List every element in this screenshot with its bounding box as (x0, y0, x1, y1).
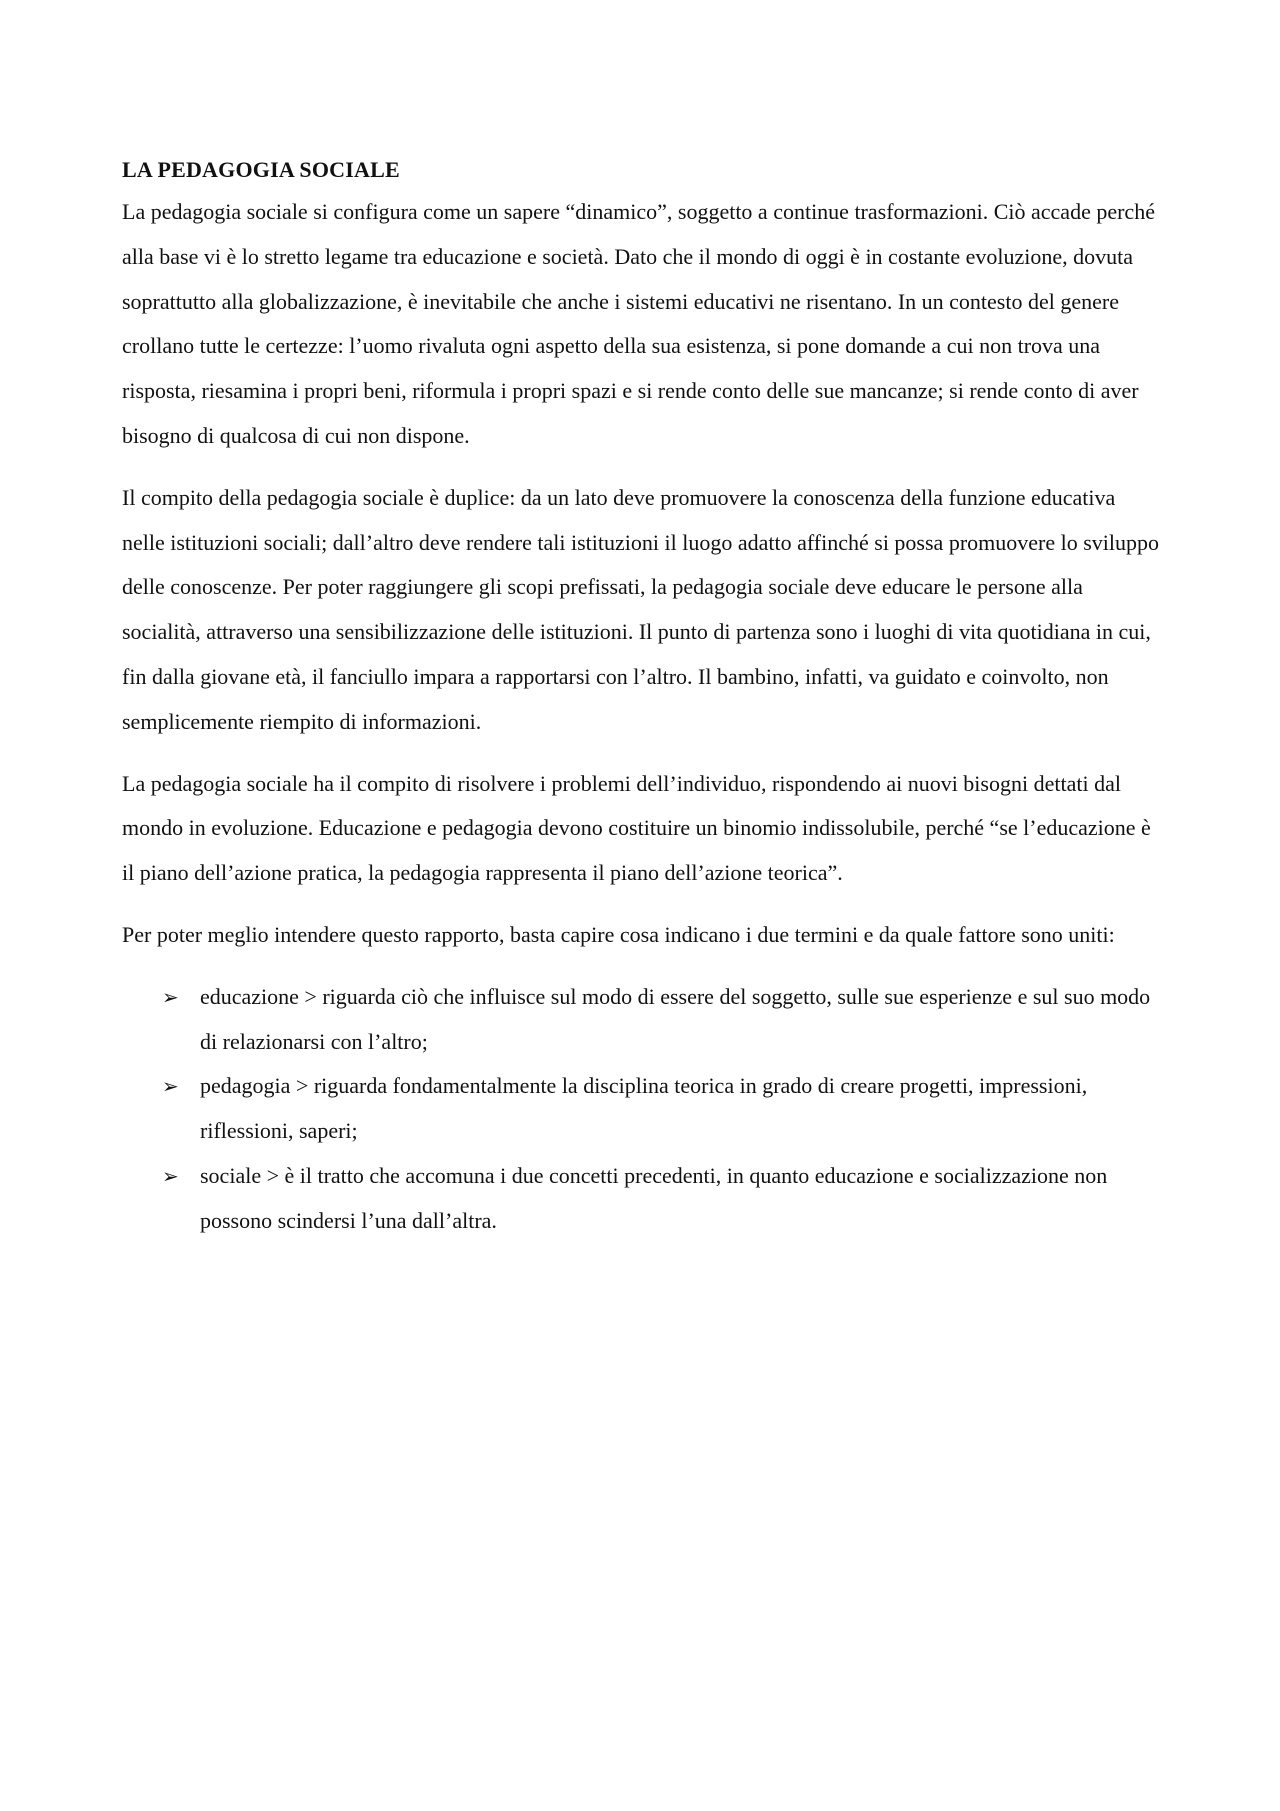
arrow-bullet-icon: ➢ (162, 984, 179, 1009)
terms-list (122, 975, 1162, 1244)
list-item-text: pedagogia > riguarda fondamentalmente la disciplina teorica in grado di creare progetti, impressioni, riflessioni, saperi; (200, 1073, 1088, 1144)
arrow-bullet-icon: ➢ (162, 1074, 179, 1099)
paragraph-1: La pedagogia sociale si configura come un sapere “dinamico”, soggetto a continue trasformazioni. Ciò accade perché alla base vi è lo stretto legame tra educazione e società. Dato che il mondo di oggi è in costante evoluzione, dovuta soprattutto alla globalizzazione, è inevitabile che anche i sistemi educativi ne risentano. In un contesto del genere crollano tutte le certezze: l’uomo rivaluta ogni aspetto della sua esistenza, si pone domande a cui non trova una risposta, riesamina i propri beni, riformula i propri spazi e si rende conto delle sue mancanze; si rende conto di aver bisogno di qualcosa di cui non dispone. (122, 199, 1155, 448)
paragraph-2: Il compito della pedagogia sociale è duplice: da un lato deve promuovere la conoscenza della funzione educativa nelle istituzioni sociali; dall’altro deve rendere tali istituzioni il luogo adatto affinché si possa promuovere lo sviluppo delle conoscenze. Per poter raggiungere gli scopi prefissati, la pedagogia sociale deve educare le persone alla socialità, attraverso una sensibilizzazione delle istituzioni. Il punto di partenza sono i luoghi di vita quotidiana in cui, fin dalla giovane età, il fanciullo impara a rapportarsi con l’altro. Il bambino, infatti, va guidato e coinvolto, non semplicemente riempito di informazioni. (122, 484, 1160, 734)
list-item-sociale (122, 1154, 1162, 1244)
document-page (122, 150, 1162, 1244)
arrow-bullet-icon: ➢ (162, 1163, 179, 1188)
list-item-text: sociale > è il tratto che accomuna i due concetti precedenti, in quanto educazione e socializzazione non possono scindersi l’una dall’altra. (200, 1162, 1108, 1233)
list-item-educazione (122, 975, 1162, 1065)
paragraph-4: Per poter meglio intendere questo rapporto, basta capire cosa indicano i due termini e da quale fattore sono uniti: (122, 921, 1115, 947)
list-item-pedagogia (122, 1064, 1162, 1154)
list-item-text: educazione > riguarda ciò che influisce sul modo di essere del soggetto, sulle sue esperienze e sul suo modo di relazionarsi con l’altro; (200, 983, 1151, 1054)
paragraph-3: La pedagogia sociale ha il compito di risolvere i problemi dell’individuo, rispondendo ai nuovi bisogni dettati dal mondo in evoluzione. Educazione e pedagogia devono costituire un binomio indissolubile, perché “se l’educazione è il piano dell’azione pratica, la pedagogia rappresenta il piano dell’azione teorica”. (122, 770, 1151, 886)
document-title: LA PEDAGOGIA SOCIALE (122, 157, 400, 182)
